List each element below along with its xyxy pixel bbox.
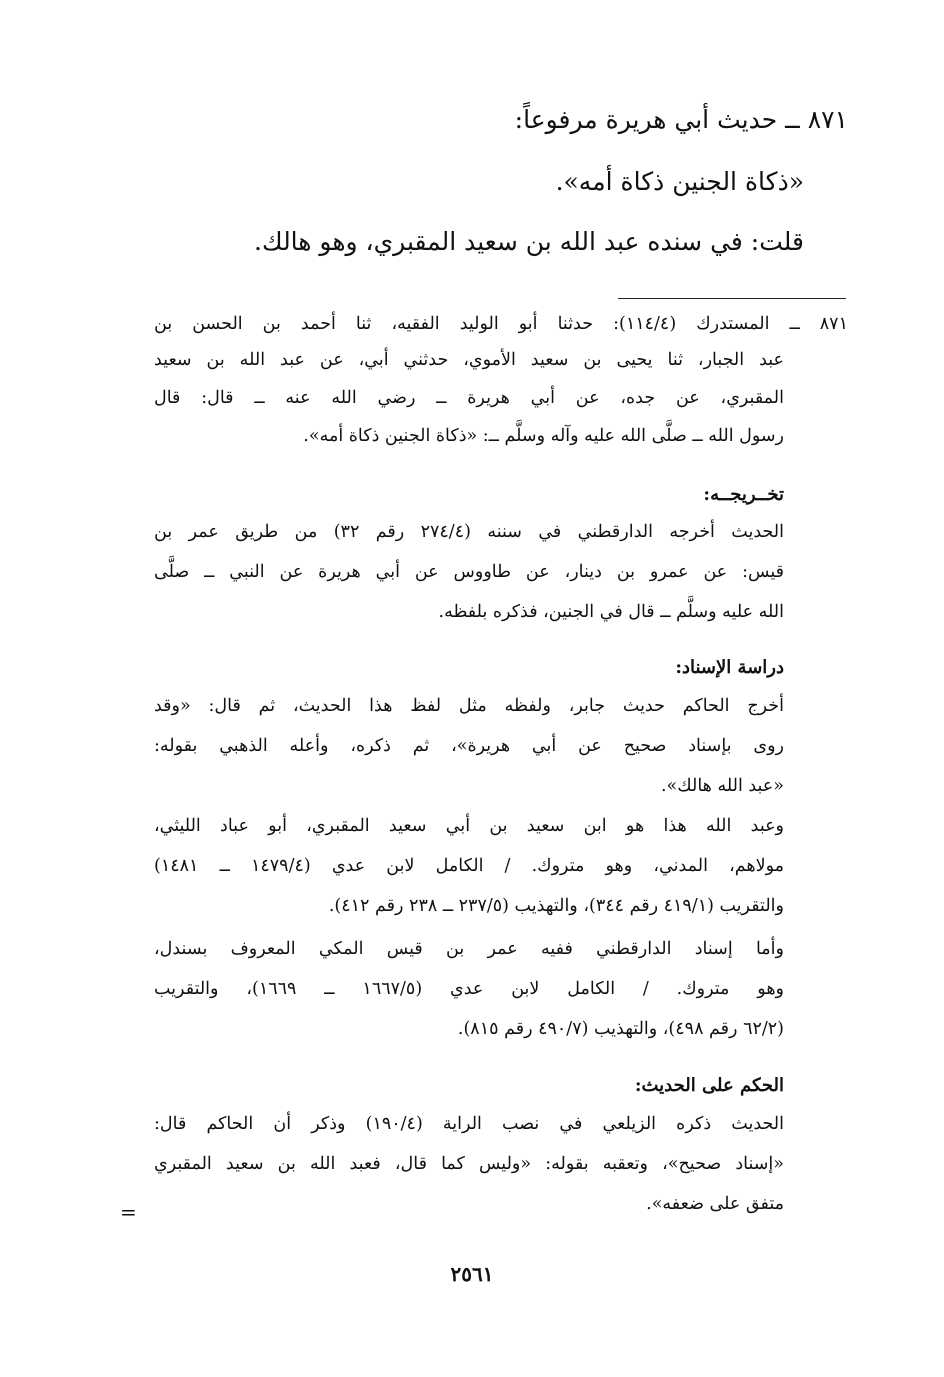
isnad-line: مولاهم، المدني، وهو متروك. / الكامل لابن عدي (١٤٧٩/٤ ــ ١٤٨١) bbox=[154, 856, 784, 876]
continuation-mark: = bbox=[120, 1200, 137, 1224]
isnad-line: (٦٢/٢ رقم ٤٩٨)، والتهذيب (٤٩٠/٧ رقم ٨١٥). bbox=[457, 1019, 784, 1039]
isnad-line: وهو متروك. / الكامل لابن عدي (١٦٦٧/٥ ــ ١٦٦٩)، والتقريب bbox=[154, 979, 784, 999]
footnote-line: رسول الله ــ صلَّى الله عليه وآله وسلَّم ــ: «ذكاة الجنين ذكاة أمه». bbox=[303, 426, 784, 446]
isnad-line: أخرج الحاكم حديث جابر، ولفظه مثل لفظ هذا الحديث، ثم قال: «وقد bbox=[154, 696, 784, 716]
isnad-line: وعبد الله هذا هو ابن سعيد بن أبي سعيد المقبري، أبو عباد الليثي، bbox=[154, 816, 784, 836]
hadith-text: «ذكاة الجنين ذكاة أمه». bbox=[555, 167, 804, 196]
hukm-line: الحديث ذكره الزيلعي في نصب الراية (١٩٠/٤) وذكر أن الحاكم قال: bbox=[154, 1114, 784, 1134]
footnote-line: ٨٧١ ــ المستدرك (١١٤/٤): حدثنا أبو الوليد الفقيه، ثنا أحمد بن الحسن بن bbox=[154, 314, 848, 334]
hukm-line: متفق على ضعفه». bbox=[646, 1194, 784, 1214]
takhrij-heading: تخــريجــه: bbox=[703, 484, 784, 505]
hukm-heading: الحكم على الحديث: bbox=[634, 1075, 784, 1096]
hukm-line: «إسناد صحيح»، وتعقبه بقوله: «وليس كما قال، فعبد الله بن سعيد المقبري bbox=[154, 1154, 784, 1174]
hadith-heading: ٨٧١ ــ حديث أبي هريرة مرفوعاً: bbox=[514, 105, 848, 134]
footnote-line: المقبري، عن جده، عن أبي هريرة ــ رضي الله عنه ــ قال: قال bbox=[154, 388, 784, 408]
takhrij-line: الله عليه وسلَّم ــ قال في الجنين، فذكره بلفظه. bbox=[438, 602, 784, 622]
takhrij-line: قيس: عن عمرو بن دينار، عن طاووس عن أبي هريرة عن النبي ــ صلَّى bbox=[154, 562, 784, 582]
author-comment: قلت: في سنده عبد الله بن سعيد المقبري، وهو هالك. bbox=[254, 227, 804, 256]
isnad-line: «عبد الله هالك». bbox=[660, 776, 784, 796]
isnad-heading: دراسة الإسناد: bbox=[675, 657, 784, 678]
isnad-line: والتقريب (٤١٩/١ رقم ٣٤٤)، والتهذيب (٢٣٧/٥ ــ ٢٣٨ رقم ٤١٢). bbox=[328, 896, 784, 916]
isnad-line: وأما إسناد الدارقطني ففيه عمر بن قيس المكي المعروف بسندل، bbox=[154, 939, 784, 959]
isnad-line: روى بإسناد صحيح عن أبي هريرة»، ثم ذكره، وأعله الذهبي بقوله: bbox=[154, 736, 784, 756]
footnote-line: عبد الجبار، ثنا يحيى بن سعيد الأموي، حدثني أبي، عن عبد الله بن سعيد bbox=[154, 350, 784, 370]
takhrij-line: الحديث أخرجه الدارقطني في سننه (٢٧٤/٤ رقم ٣٢) من طريق عمر بن bbox=[154, 522, 784, 542]
footnote-separator bbox=[618, 298, 846, 299]
page-number: ٢٥٦١ bbox=[450, 1262, 494, 1286]
